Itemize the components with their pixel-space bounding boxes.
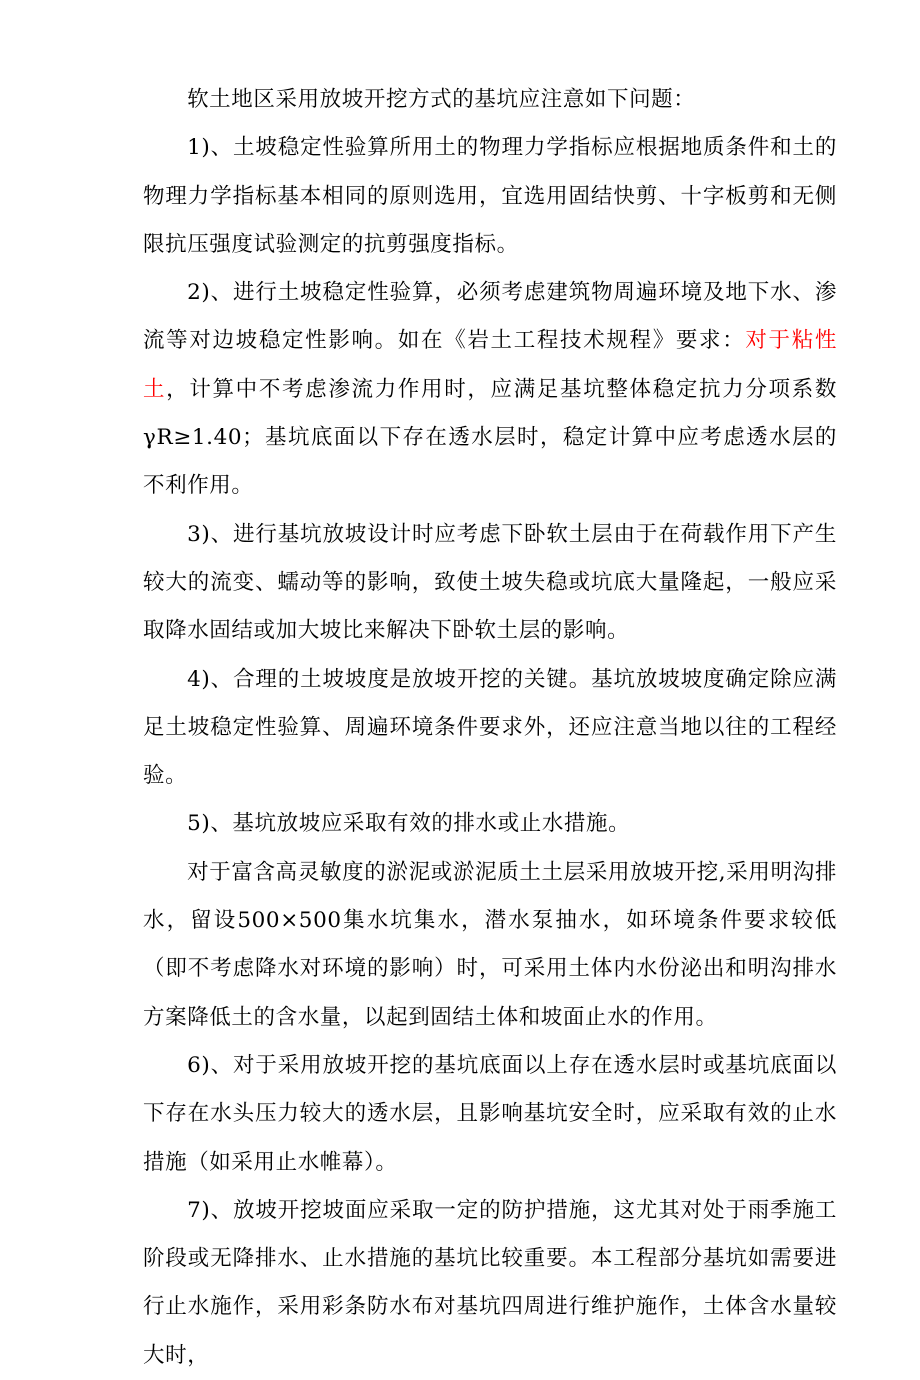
intro-paragraph: 软土地区采用放坡开挖方式的基坑应注意如下问题： [187, 87, 696, 112]
item-1-paragraph: 1)、土坡稳定性验算所用土的物理力学指标应根据地质条件和土的物理力学指标基本相同的原则选用，宜选用固结快剪、十字板剪和无侧限抗压强度试验测定的抗剪强度指标。 [143, 135, 837, 257]
item-7-paragraph: 7)、放坡开挖坡面应采取一定的防护措施，这尤其对处于雨季施工阶段或无降排水、止水措施的基坑比较重要。本工程部分基坑如需要进行止水施作，采用彩条防水布对基坑四周进行维护施作，土体含水量较大时， [143, 1197, 837, 1368]
item-5-paragraph: 5)、基坑放坡应采取有效的排水或止水措施。 [187, 811, 631, 837]
item-3-paragraph: 3)、进行基坑放坡设计时应考虑下卧软土层由于在荷载作用下产生较大的流变、蠕动等的影响，致使土坡失稳或坑底大量隆起，一般应采取降水固结或加大坡比来解决下卧软土层的影响。 [143, 521, 837, 644]
item-2-highlight-text: 对于粘性土 [143, 328, 837, 402]
item-2-text-end: ，计算中不考虑渗流力作用时，应满足基坑整体稳定抗力分项系数γR≥1.40；基坑底面以下存在透水层时，稳定计算中应考虑透水层的不利作用。 [143, 376, 837, 499]
item-4-paragraph: 4)、合理的土坡坡度是放坡开挖的关键。基坑放坡坡度确定除应满足土坡稳定性验算、周遍环境条件要求外，还应注意当地以往的工程经验。 [143, 666, 837, 789]
item-2-text-start: 2)、进行土坡稳定性验算，必须考虑建筑物周遍环境及地下水、渗流等对边坡稳定性影响。如在《岩土工程技术规程》要求： [143, 280, 837, 354]
item-6-paragraph: 6)、对于采用放坡开挖的基坑底面以上存在透水层时或基坑底面以下存在水头压力较大的透水层，且影响基坑安全时，应采取有效的止水措施（如采用止水帷幕）。 [143, 1052, 837, 1175]
item-2-paragraph [143, 269, 837, 510]
document-body [143, 76, 837, 1380]
item-5-detail-paragraph: 对于富含高灵敏度的淤泥或淤泥质土土层采用放坡开挖,采用明沟排水，留设500×500集水坑集水，潜水泵抽水，如环境条件要求较低（即不考虑降水对环境的影响）时，可采用土体内水份泌出和明沟排水方案降低土的含水量，以起到固结土体和坡面止水的作用。 [143, 859, 837, 1030]
